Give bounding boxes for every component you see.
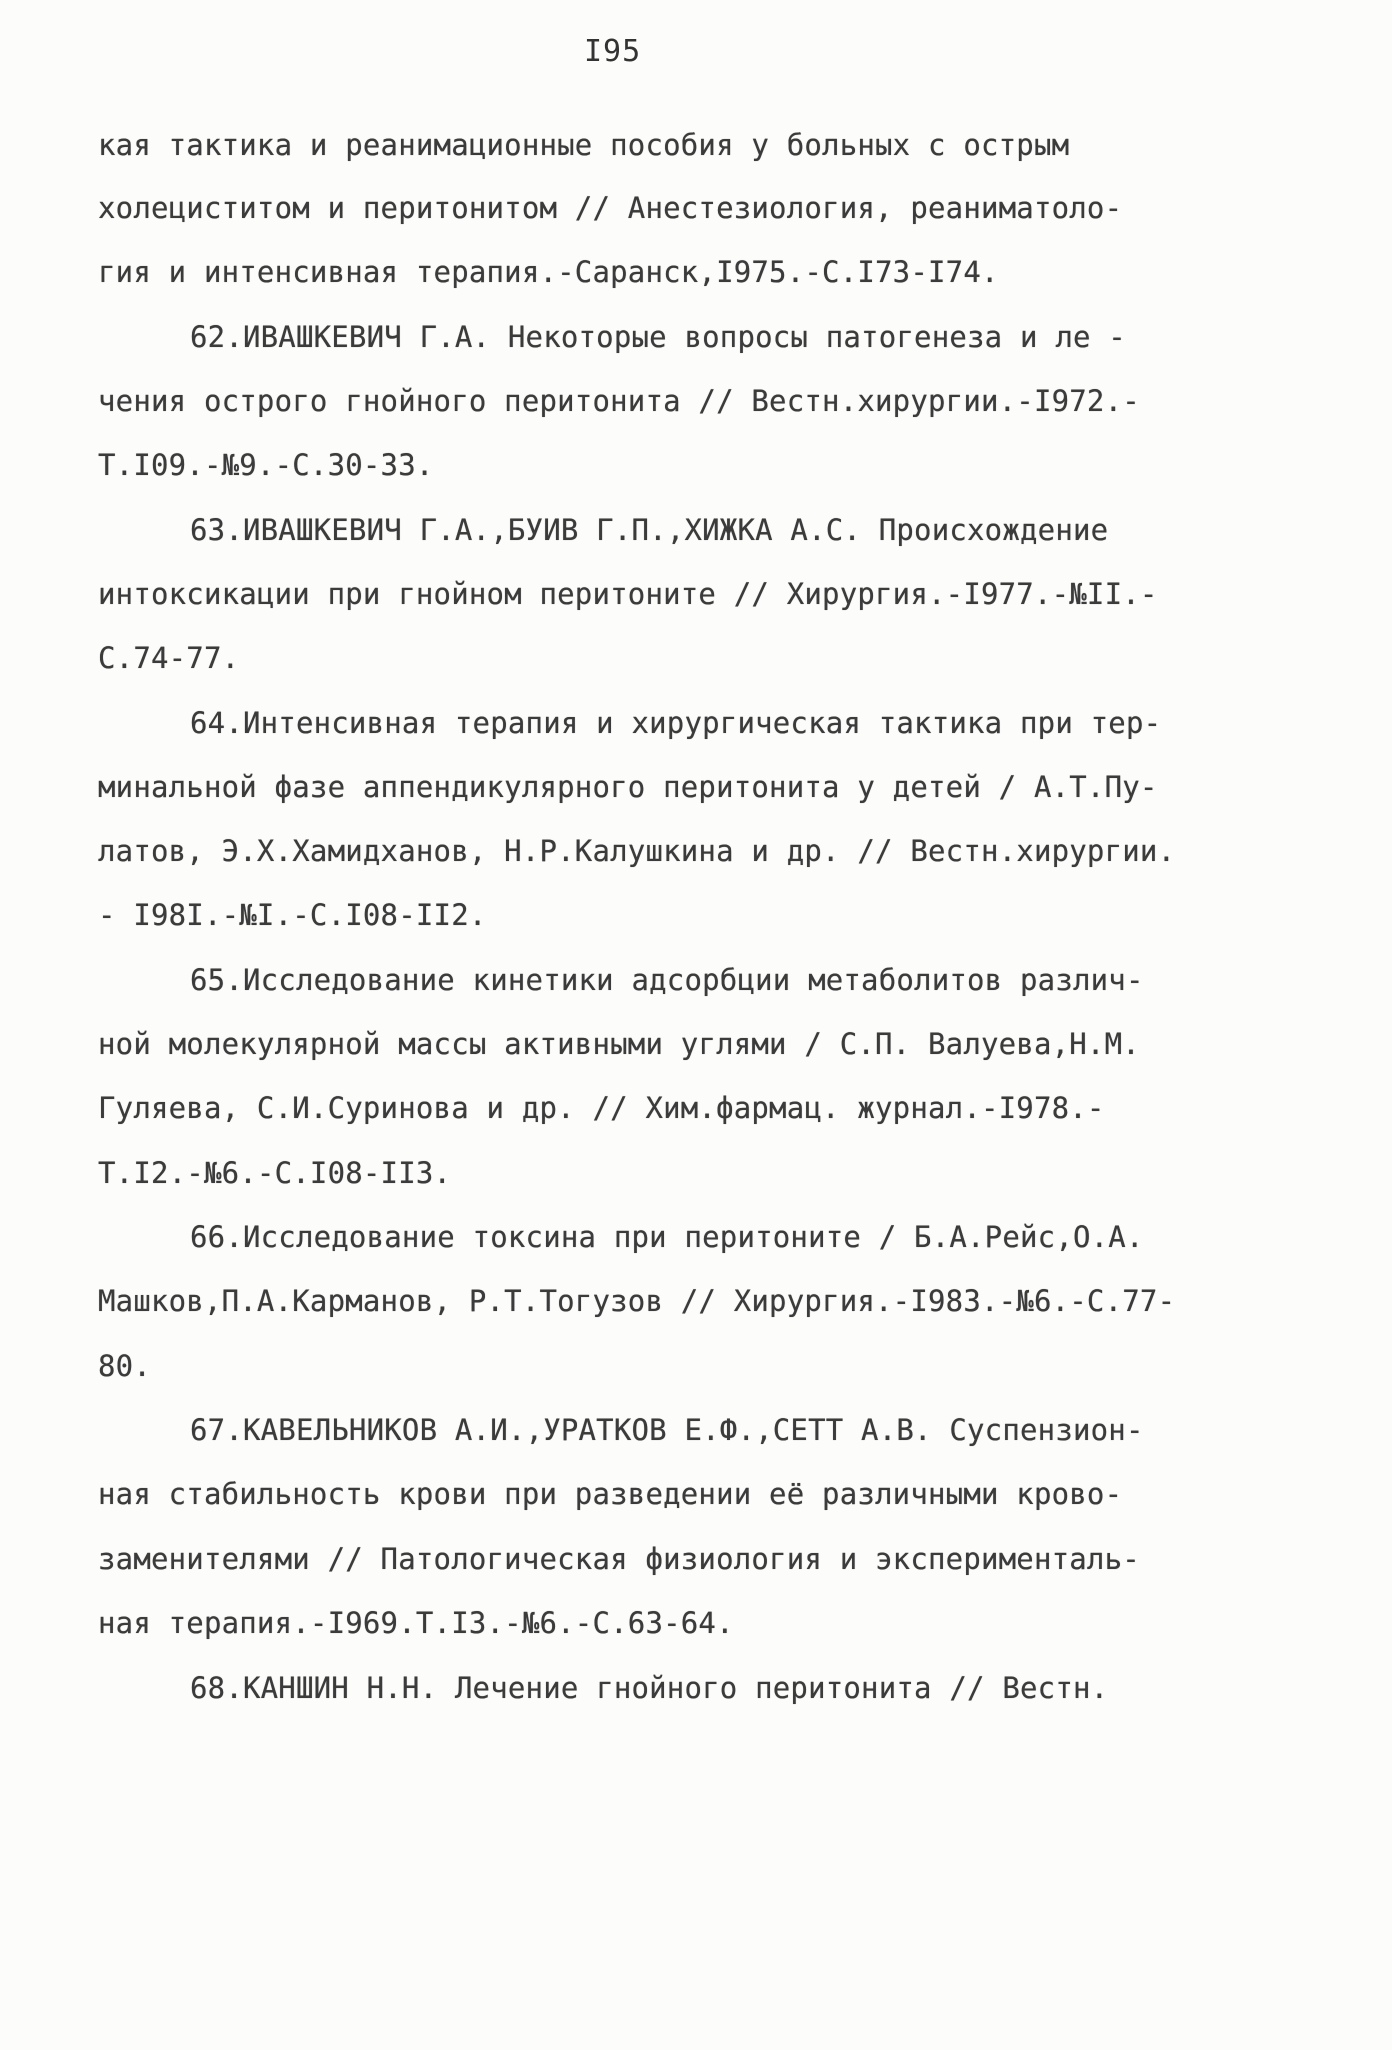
text-line: ной молекулярной массы активными углями / С.П. Валуева,Н.М. (98, 1027, 1140, 1061)
text-line: чения острого гнойного перитонита // Вестн.хирургии.-I972.- (98, 384, 1140, 418)
text-line: гия и интенсивная терапия.-Саранск,I975.-С.I73-I74. (98, 255, 999, 289)
text-line: ная стабильность крови при разведении её различными крово- (98, 1477, 1123, 1511)
text-line: 68.КАНШИН Н.Н. Лечение гнойного перитонита // Вестн. (190, 1671, 1109, 1705)
text-line: Машков,П.А.Карманов, Р.Т.Тогузов // Хирургия.-I983.-№6.-С.77- (98, 1284, 1176, 1318)
text-line: 67.КАВЕЛЬНИКОВ А.И.,УРАТКОВ Е.Ф.,СЕТТ А.В. Суспензион- (190, 1413, 1144, 1447)
text-line: ная терапия.-I969.Т.I3.-№6.-С.63-64. (98, 1606, 734, 1640)
text-line: 62.ИВАШКЕВИЧ Г.А. Некоторые вопросы патогенеза и ле - (190, 320, 1126, 354)
text-line: - I98I.-№I.-С.I08-II2. (98, 898, 487, 932)
page-number: I95 (584, 34, 642, 69)
text-line: Т.I09.-№9.-С.30-33. (98, 448, 434, 482)
text-line: интоксикации при гнойном перитоните // Хирургия.-I977.-№II.- (98, 577, 1158, 611)
text-line: минальной фазе аппендикулярного перитонита у детей / А.Т.Пу- (98, 770, 1158, 804)
text-line: 64.Интенсивная терапия и хирургическая тактика при тер- (190, 706, 1162, 740)
text-line: 66.Исследование токсина при перитоните / Б.А.Рейс,О.А. (190, 1220, 1144, 1254)
text-line: заменителями // Патологическая физиология и эксперименталь- (98, 1542, 1140, 1576)
text-line: С.74-77. (98, 641, 240, 675)
text-line: холециститом и перитонитом // Анестезиология, реаниматоло- (98, 191, 1123, 225)
text-line: Гуляева, С.И.Суринова и др. // Хим.фармац. журнал.-I978.- (98, 1091, 1105, 1125)
text-line: Т.I2.-№6.-С.I08-II3. (98, 1156, 452, 1190)
text-line: латов, Э.Х.Хамидханов, Н.Р.Калушкина и др. // Вестн.хирургии. (98, 834, 1176, 868)
text-line: кая тактика и реанимационные пособия у больных с острым (98, 128, 1070, 162)
text-line: 80. (98, 1349, 151, 1383)
text-line: 63.ИВАШКЕВИЧ Г.А.,БУИВ Г.П.,ХИЖКА А.С. Происхождение (190, 513, 1109, 547)
text-line: 65.Исследование кинетики адсорбции метаболитов различ- (190, 963, 1144, 997)
